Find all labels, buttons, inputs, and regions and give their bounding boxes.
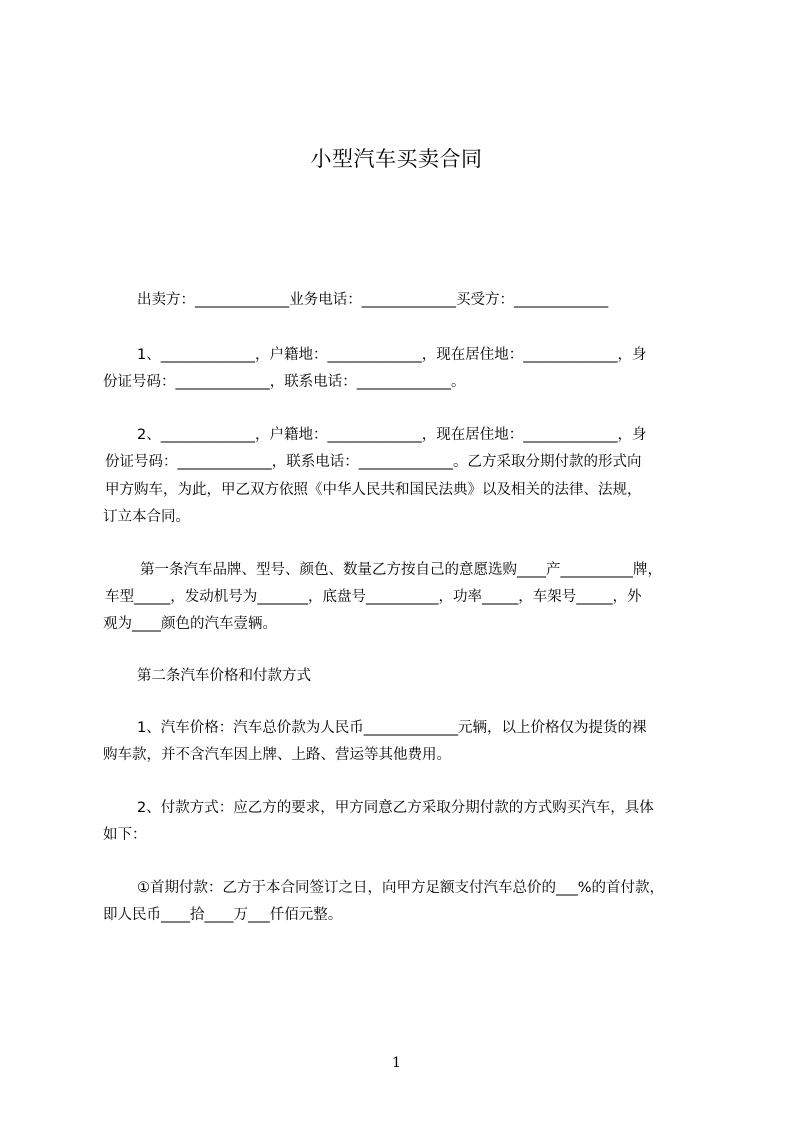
party2-line-3: 甲方购车，为此，甲乙双方依照《中华人民共和国民法典》以及相关的法律、法规， xyxy=(105,482,642,498)
price-line-1: 1、汽车价格：汽车总价款为人民币_____________元辆，以上价格仅为提货的裸 xyxy=(137,720,647,736)
article1-line-1: 第一条汽车品牌、型号、颜色、数量乙方按自己的意愿选购____产__________牌， xyxy=(140,562,662,578)
parties-line: 出卖方：_____________业务电话：_____________买受方：_____________ xyxy=(137,292,609,308)
party2-line-2: 份证号码：_____________，联系电话：_____________。乙方采取分期付款的形式向 xyxy=(105,454,642,470)
page-number: 1 xyxy=(392,1055,401,1071)
article1-line-2: 车型_____，发动机号为_______，底盘号__________，功率_____，车架号_____，外 xyxy=(105,589,642,605)
document-title: 小型汽车买卖合同 xyxy=(310,147,483,171)
party1-line-1: 1、_____________，户籍地：_____________，现在居住地：_____________，身 xyxy=(137,347,647,363)
party1-line-2: 份证号码：_____________，联系电话：_____________。 xyxy=(103,374,466,390)
first-payment-line-2: 即人民币____拾____万___仟佰元整。 xyxy=(103,907,343,923)
party2-line-1: 2、_____________，户籍地：_____________，现在居住地：_____________，身 xyxy=(137,427,647,443)
article2-heading: 第二条汽车价格和付款方式 xyxy=(137,668,311,684)
article1-line-3: 观为____颜色的汽车壹辆。 xyxy=(103,616,277,632)
first-payment-line-1: ①首期付款：乙方于本合同签订之日，向甲方足额支付汽车总价的___%的首付款， xyxy=(137,880,665,896)
payment-line-1: 2、付款方式：应乙方的要求，甲方同意乙方采取分期付款的方式购买汽车，具体 xyxy=(137,800,654,816)
payment-line-2: 如下： xyxy=(103,827,147,843)
price-line-2: 购车款，并不含汽车因上牌、上路、营运等其他费用。 xyxy=(103,747,451,763)
party2-line-4: 订立本合同。 xyxy=(103,509,190,525)
